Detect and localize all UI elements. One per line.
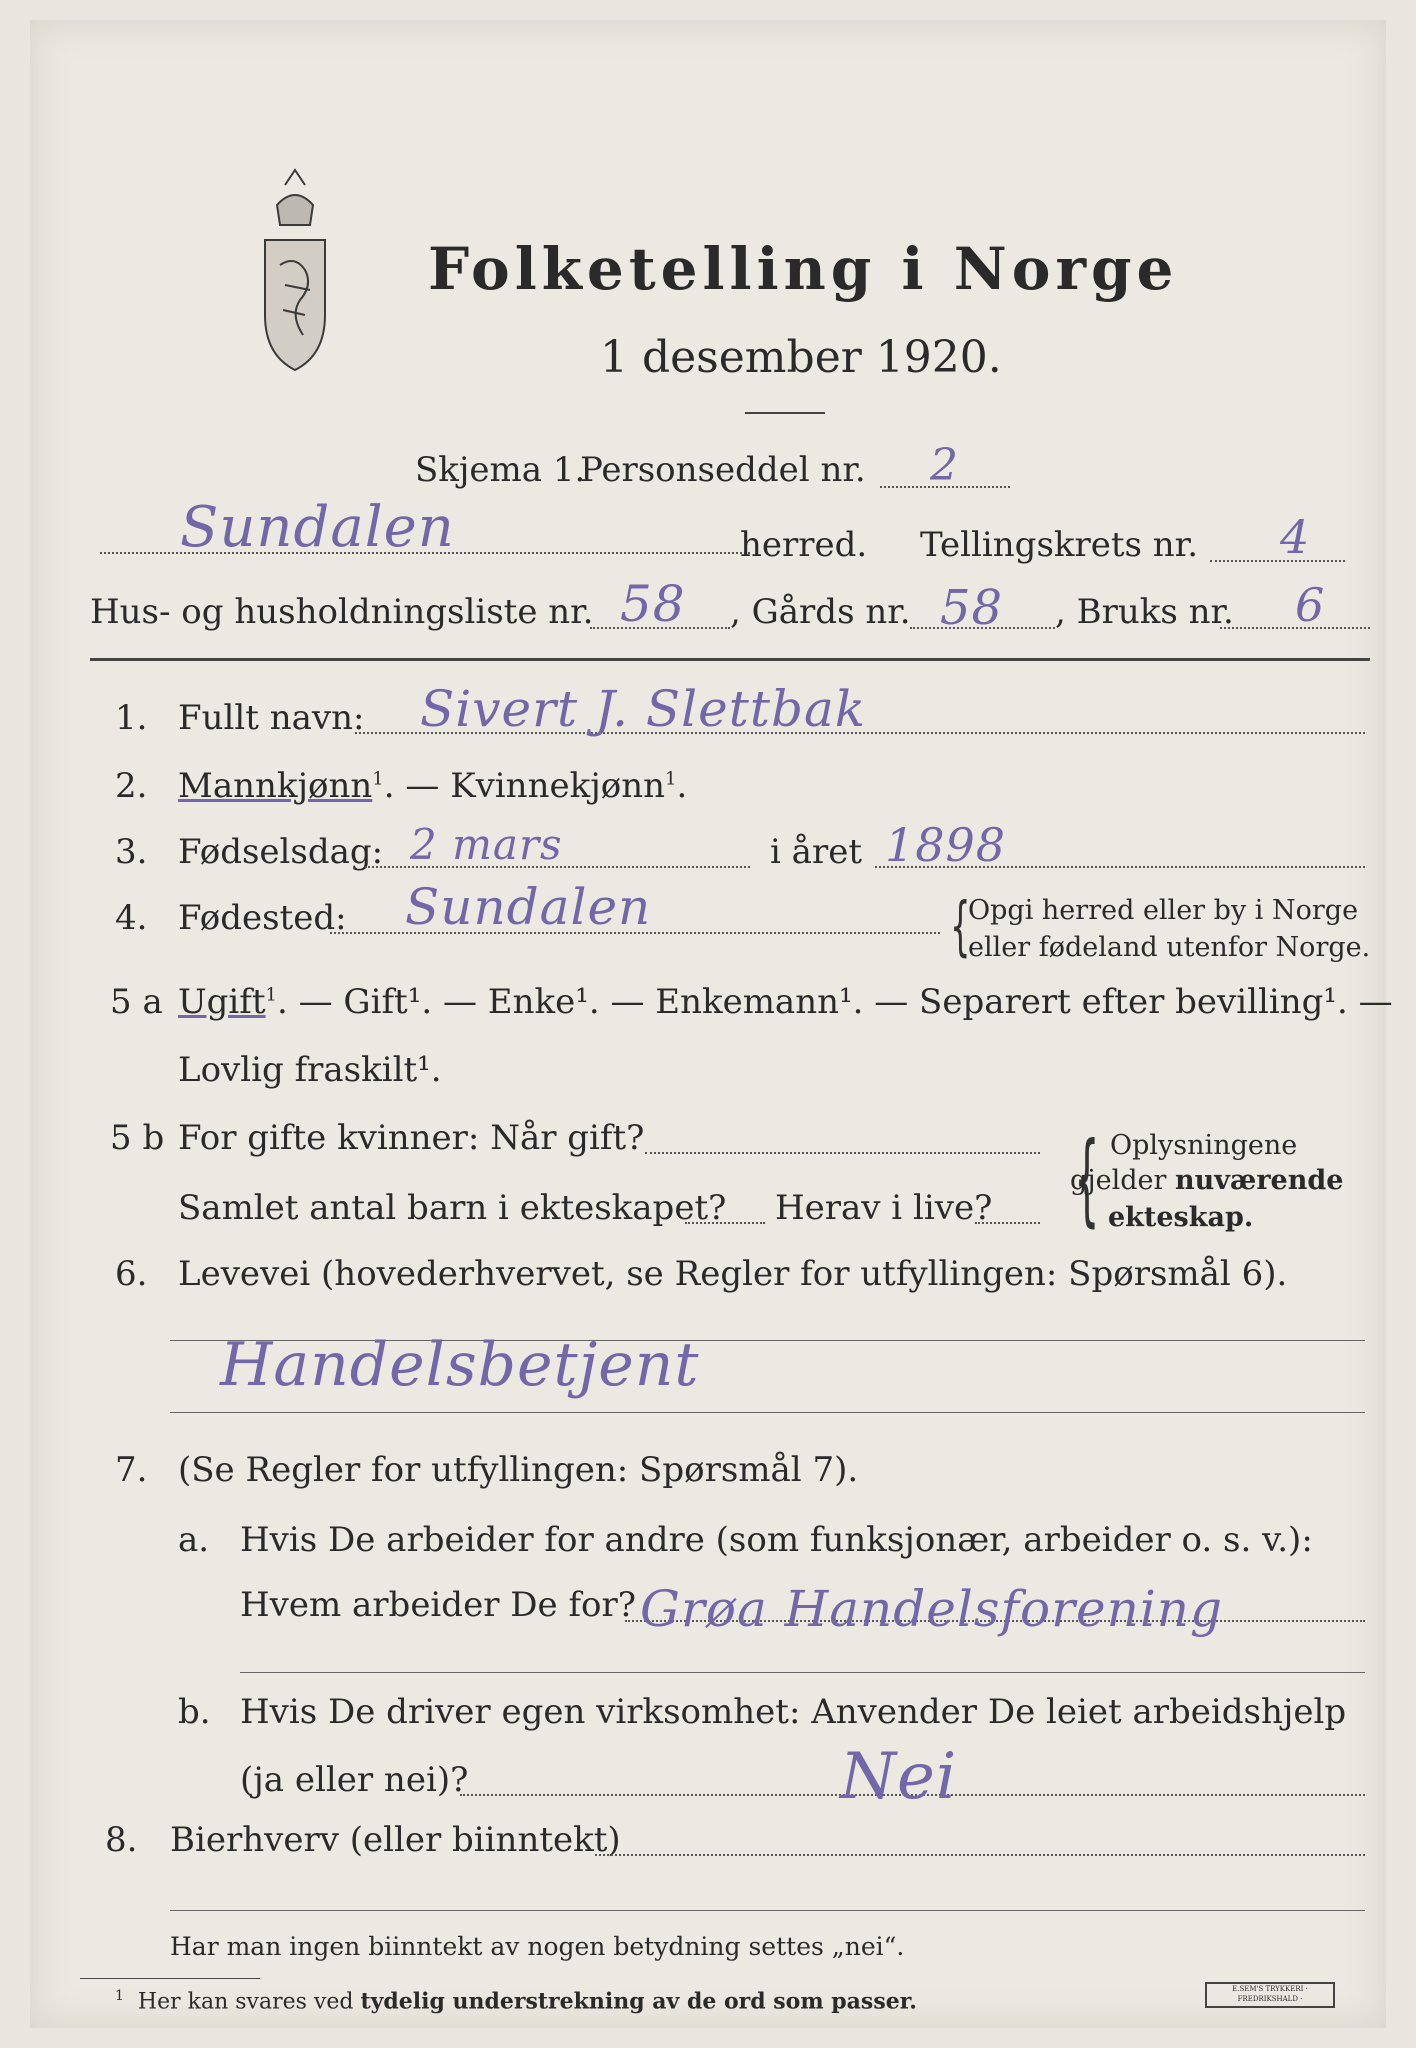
q5b-line1: For gifte kvinner: Når gift? <box>178 1118 645 1158</box>
q8-line <box>595 1854 1365 1856</box>
gards-value: 58 <box>940 580 1004 636</box>
census-form <box>30 20 1393 2028</box>
footnote-divider <box>80 1978 260 1979</box>
printer-mark: E.SEM'S TRYKKERI · FREDRIKSHALD · <box>1205 1982 1335 2008</box>
personseddel-value: 2 <box>930 440 959 491</box>
tellingskrets-value: 4 <box>1280 510 1311 564</box>
footer-note: Har man ingen biinntekt av nogen betydning settes „nei“. <box>170 1932 905 1961</box>
footnote: $^1$ Her kan svares ved tydelig understrekning av de ord som passer. <box>115 1988 917 2015</box>
personseddel-label: Personseddel nr. <box>580 450 866 490</box>
q8-number: 8. <box>105 1820 138 1860</box>
q5b-children-line <box>685 1222 765 1224</box>
q5b-note3: ekteskap. <box>1108 1202 1254 1233</box>
q3-label: Fødselsdag: <box>178 832 384 872</box>
q4-note-line2: eller fødeland utenfor Norge. <box>968 932 1371 963</box>
q6-label: Levevei (hovederhvervet, se Regler for utfyllingen: Spørsmål 6). <box>178 1254 1288 1294</box>
form-title: Folketelling i Norge <box>428 235 1179 303</box>
bruks-value: 6 <box>1295 578 1326 632</box>
q5a-line2: Lovlig fraskilt¹. <box>178 1050 442 1090</box>
q4-note-line1: Opgi herred eller by i Norge <box>968 895 1359 926</box>
norway-coat-of-arms-icon <box>255 165 335 390</box>
q5a-ugift-option: Ugift <box>178 982 266 1022</box>
q3-value: 2 mars <box>410 820 563 869</box>
q5b-alive-label: Herav i live? <box>775 1188 993 1228</box>
q6-number: 6. <box>115 1254 148 1294</box>
q7b-letter: b. <box>178 1692 211 1732</box>
q1-label: Fullt navn: <box>178 698 365 738</box>
q4-value: Sundalen <box>405 878 652 936</box>
q2-number: 2. <box>115 766 148 806</box>
q5b-children-label: Samlet antal barn i ekteskapet? <box>178 1188 727 1228</box>
q4-brace: { <box>950 890 971 964</box>
q5b-note2: gjelder nuværende <box>1070 1165 1344 1196</box>
schema-number: Skjema 1. <box>415 450 586 490</box>
header-divider <box>90 658 1370 661</box>
q3-year-value: 1898 <box>885 818 1007 872</box>
tellingskrets-label: Tellingskrets nr. <box>920 525 1199 565</box>
q7a-line-extra <box>240 1672 1365 1673</box>
q7b-line1: Hvis De driver egen virksomhet: Anvender De leiet arbeidshjelp <box>240 1692 1347 1732</box>
q5b-when-line <box>645 1152 1040 1154</box>
q5a-options: Ugift$^1$. — Gift¹. — Enke¹. — Enkemann¹. — Separert efter bevilling¹. — <box>178 982 1393 1022</box>
husliste-label: Hus- og husholdningsliste nr. <box>90 592 594 632</box>
husliste-value: 58 <box>620 575 686 633</box>
herred-label: herred. <box>740 525 868 565</box>
q4-label: Fødested: <box>178 898 347 938</box>
q5a-number: 5 a <box>110 982 163 1022</box>
bruks-label: , Bruks nr. <box>1055 592 1234 632</box>
herred-value: Sundalen <box>180 495 455 560</box>
q5b-number: 5 b <box>110 1118 165 1158</box>
q7a-letter: a. <box>178 1520 210 1560</box>
q2-options: Mannkjønn$^1$. — Kvinnekjønn$^1$. <box>178 766 688 806</box>
q7-number: 7. <box>115 1450 148 1490</box>
q5b-alive-line <box>975 1222 1040 1224</box>
q7a-value: Grøa Handelsforening <box>640 1580 1224 1638</box>
q6-value: Handelsbetjent <box>220 1330 700 1400</box>
q7b-value: Nei <box>840 1740 958 1814</box>
q3-year-label: i året <box>770 832 862 872</box>
census-date: 1 desember 1920. <box>600 332 1002 383</box>
q7a-line1: Hvis De arbeider for andre (som funksjonær, arbeider o. s. v.): <box>240 1520 1313 1560</box>
q7b-line2: (ja eller nei)? <box>240 1760 469 1800</box>
q4-number: 4. <box>115 898 148 938</box>
q7-label: (Se Regler for utfyllingen: Spørsmål 7). <box>178 1450 859 1490</box>
tellingskrets-line <box>1210 560 1345 562</box>
q5b-note1: Oplysningene <box>1110 1130 1298 1161</box>
q1-number: 1. <box>115 698 148 738</box>
q8-label: Bierhverv (eller biinntekt) <box>170 1820 621 1860</box>
q3-number: 3. <box>115 832 148 872</box>
q5b-brace: { <box>1074 1120 1100 1237</box>
title-divider <box>745 412 825 414</box>
q7a-line2: Hvem arbeider De for? <box>240 1585 636 1625</box>
q2-female-option: Kvinnekjønn <box>450 766 665 806</box>
q6-line2 <box>170 1412 1365 1413</box>
q1-value: Sivert J. Slettbak <box>420 680 867 738</box>
q2-male-option: Mannkjønn <box>178 766 373 806</box>
q8-line-extra <box>170 1910 1365 1911</box>
gards-label: , Gårds nr. <box>730 592 911 632</box>
